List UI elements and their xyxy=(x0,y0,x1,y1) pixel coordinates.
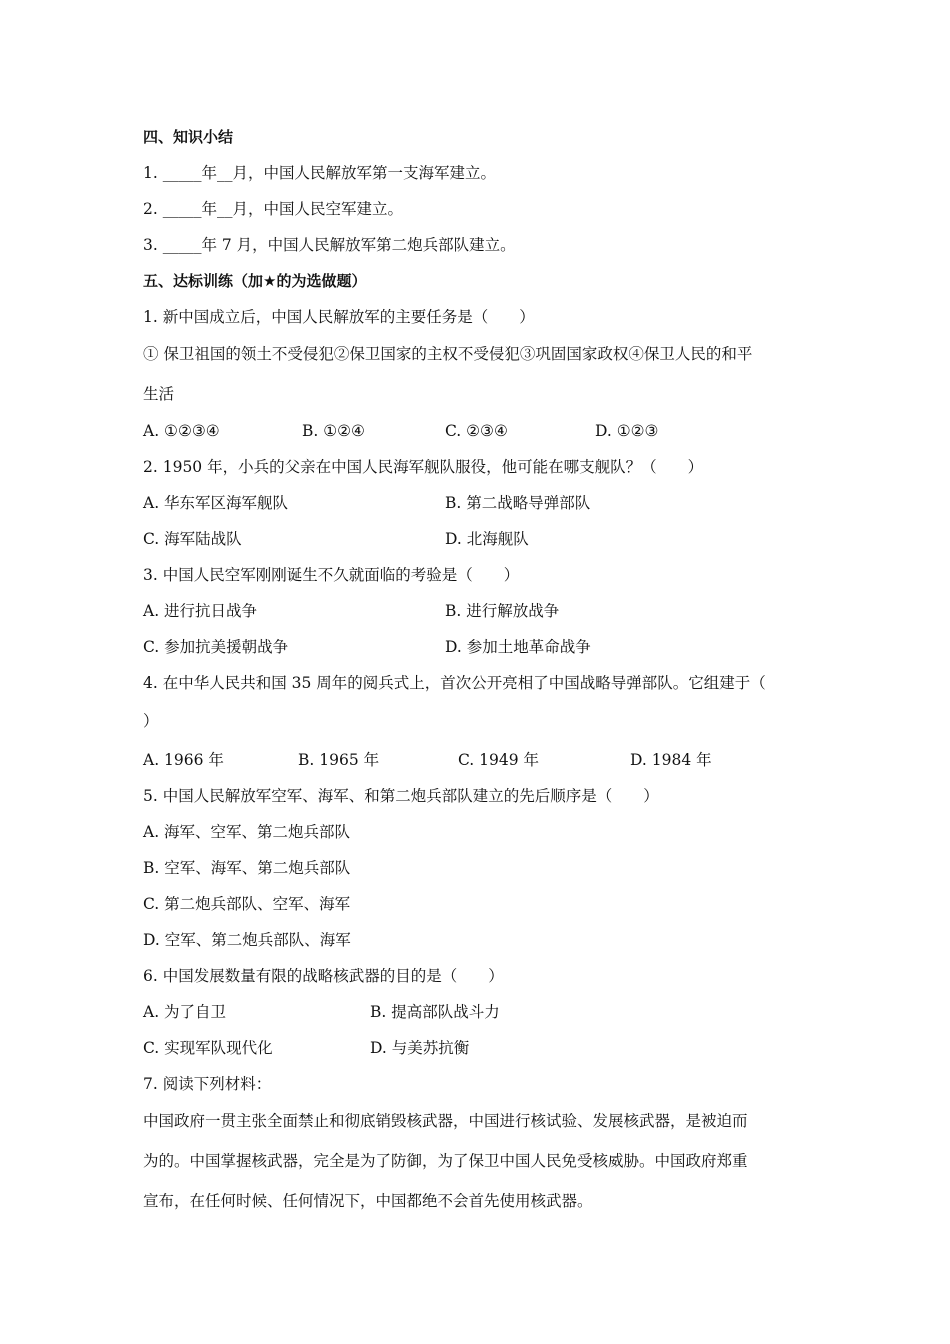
question-7-stem: 7. 阅读下列材料： xyxy=(143,1075,272,1093)
question-6-option-b: B. 提高部队战斗力 xyxy=(370,1003,500,1021)
question-1-stem: 1. 新中国成立后，中国人民解放军的主要任务是（ ） xyxy=(143,308,535,326)
question-3-option-d: D. 参加土地革命战争 xyxy=(445,638,591,656)
question-2-option-b: B. 第二战略导弹部队 xyxy=(445,494,591,512)
question-1-option-c: C. ②③④ xyxy=(445,422,508,440)
question-7-material-line-1: 中国政府一贯主张全面禁止和彻底销毁核武器，中国进行核试验、发展核武器，是被迫而 xyxy=(143,1112,748,1130)
question-7-material-line-2: 为的。中国掌握核武器，完全是为了防御，为了保卫中国人民免受核威胁。中国政府郑重 xyxy=(143,1152,748,1170)
question-3-option-b: B. 进行解放战争 xyxy=(445,602,560,620)
section-4-heading: 四、知识小结 xyxy=(143,128,234,146)
section-5-heading: 五、达标训练（加★的为选做题） xyxy=(143,272,367,290)
question-6-stem: 6. 中国发展数量有限的战略核武器的目的是（ ） xyxy=(143,967,504,985)
question-6-option-d: D. 与美苏抗衡 xyxy=(370,1039,470,1057)
question-4-stem-line-1: 4. 在中华人民共和国 35 周年的阅兵式上，首次公开亮相了中国战略导弹部队。它组建于（ xyxy=(143,674,766,692)
question-5-option-a: A. 海军、空军、第二炮兵部队 xyxy=(143,823,351,841)
summary-item-1: 1. _____年__月，中国人民解放军第一支海军建立。 xyxy=(143,164,496,182)
summary-item-2: 2. _____年__月，中国人民空军建立。 xyxy=(143,200,403,218)
question-1-option-a: A. ①②③④ xyxy=(143,422,220,440)
summary-item-3: 3. _____年 7 月，中国人民解放军第二炮兵部队建立。 xyxy=(143,236,516,254)
question-2-stem: 2. 1950 年，小兵的父亲在中国人民海军舰队服役，他可能在哪支舰队？（ ） xyxy=(143,458,704,476)
question-4-option-d: D. 1984 年 xyxy=(630,751,712,769)
question-6-option-a: A. 为了自卫 xyxy=(143,1003,227,1021)
question-7-material-line-3: 宣布，在任何时候、任何情况下，中国都绝不会首先使用核武器。 xyxy=(143,1192,593,1210)
question-3-stem: 3. 中国人民空军刚刚诞生不久就面临的考验是（ ） xyxy=(143,566,520,584)
question-1-material-line-2: 生活 xyxy=(143,385,175,403)
question-5-option-b: B. 空军、海军、第二炮兵部队 xyxy=(143,859,351,877)
question-4-option-a: A. 1966 年 xyxy=(143,751,224,769)
question-4-option-b: B. 1965 年 xyxy=(298,751,380,769)
question-5-stem: 5. 中国人民解放军空军、海军、和第二炮兵部队建立的先后顺序是（ ） xyxy=(143,787,659,805)
question-2-option-c: C. 海军陆战队 xyxy=(143,530,242,548)
question-6-option-c: C. 实现军队现代化 xyxy=(143,1039,273,1057)
question-1-option-d: D. ①②③ xyxy=(595,422,659,440)
question-2-option-a: A. 华东军区海军舰队 xyxy=(143,494,289,512)
question-5-option-d: D. 空军、第二炮兵部队、海军 xyxy=(143,931,351,949)
question-5-option-c: C. 第二炮兵部队、空军、海军 xyxy=(143,895,351,913)
question-1-material-line-1: ① 保卫祖国的领土不受侵犯②保卫国家的主权不受侵犯③巩固国家政权④保卫人民的和平 xyxy=(143,345,753,363)
question-4-option-c: C. 1949 年 xyxy=(458,751,540,769)
question-2-option-d: D. 北海舰队 xyxy=(445,530,529,548)
question-3-option-c: C. 参加抗美援朝战争 xyxy=(143,638,289,656)
question-4-stem-line-2: ） xyxy=(143,712,159,730)
question-3-option-a: A. 进行抗日战争 xyxy=(143,602,258,620)
question-1-option-b: B. ①②④ xyxy=(302,422,365,440)
